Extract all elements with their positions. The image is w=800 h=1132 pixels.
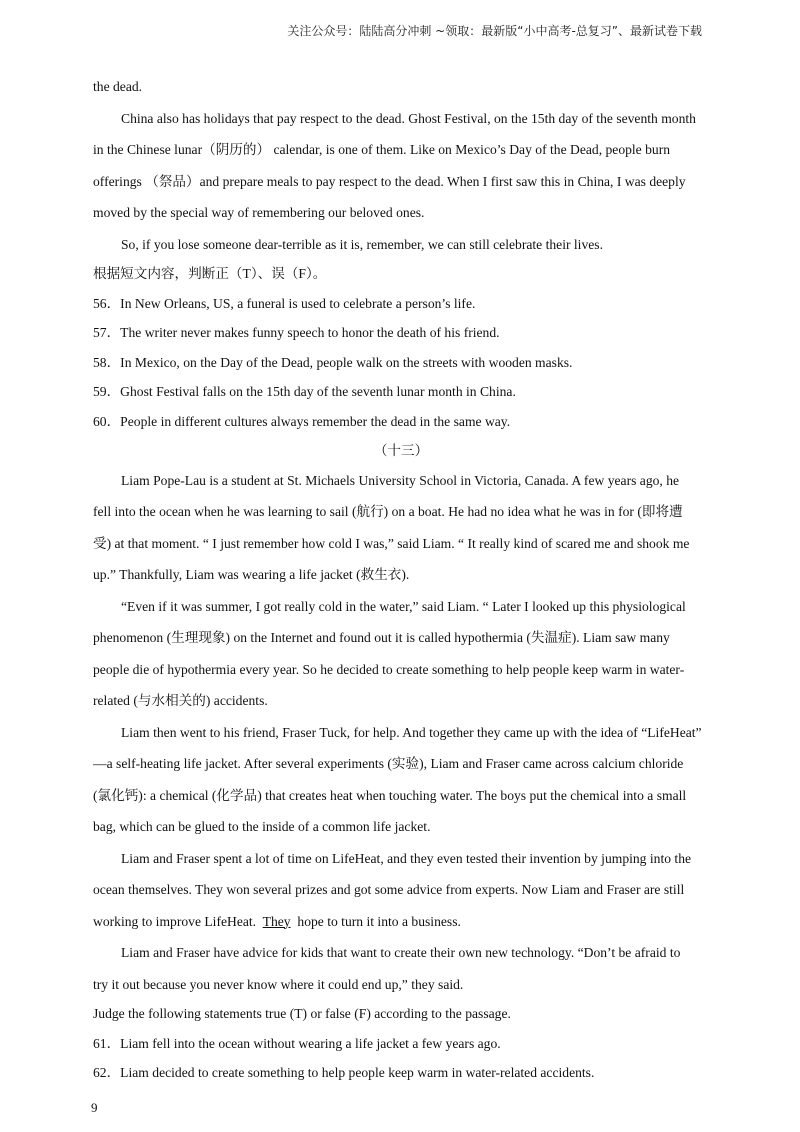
text-line: offerings （祭品）and prepare meals to pay respect to the dead. When I first saw this in China, I was deeply	[93, 173, 686, 189]
question-58: 58．In Mexico, on the Day of the Dead, people walk on the streets with wooden masks.	[93, 354, 573, 370]
text-line: up.” Thankfully, Liam was wearing a life jacket (救生衣).	[93, 567, 410, 582]
page-header: 关注公众号：陆陆高分冲刺 ~领取：最新版“小中高考-总复习”、最新试卷下载	[287, 24, 702, 38]
text-line: “Even if it was summer, I got really cold in the water,” said Liam. “ Later I looked up this physiological	[121, 598, 686, 614]
question-62: 62．Liam decided to create something to help people keep warm in water-related accidents.	[93, 1065, 595, 1080]
section-title: （十三）	[373, 443, 429, 458]
instruction-line: Judge the following statements true (T) or false (F) according to the passage.	[93, 1006, 511, 1021]
page-number: 9	[91, 1100, 98, 1115]
question-56: 56．In New Orleans, US, a funeral is used to celebrate a person’s life.	[93, 295, 476, 311]
question-59: 59．Ghost Festival falls on the 15th day of the seventh lunar month in China.	[93, 384, 516, 399]
text-line: people die of hypothermia every year. So he decided to create something to help people keep warm in water-	[93, 661, 685, 677]
text-line: bag, which can be glued to the inside of a common life jacket.	[93, 819, 431, 834]
text-line: fell into the ocean when he was learning to sail (航行) on a boat. He had no idea what he was in for (即将遭	[93, 504, 683, 519]
text-line: moved by the special way of remembering our beloved ones.	[93, 205, 425, 220]
text-line: 受) at that moment. “ I just remember how cold I was,” said Liam. “ It really kind of scared me and shook me	[93, 535, 690, 551]
text-line: (氯化钙): a chemical (化学品) that creates heat when touching water. The boys put the chemical into a small	[93, 787, 687, 803]
text-segment: working to improve LifeHeat.	[93, 913, 257, 929]
instruction-line: 根据短文内容，判断正（T）、误（F）。	[93, 266, 327, 281]
text-line	[93, 911, 709, 943]
text-line: in the Chinese lunar（阴历的） calendar, is one of them. Like on Mexico’s Day of the Dead, people burn	[93, 142, 671, 157]
text-line: phenomenon (生理现象) on the Internet and found out it is called hypothermia (失温症). Liam saw many	[93, 630, 670, 645]
text-line: ocean themselves. They won several prizes and got some advice from experts. Now Liam and Fraser are still	[93, 882, 685, 897]
underlined-word: They	[262, 913, 291, 929]
text-line: So, if you lose someone dear-terrible as it is, remember, we can still celebrate their lives.	[121, 236, 603, 252]
text-line: Liam and Fraser spent a lot of time on LifeHeat, and they even tested their invention by jumping into the	[121, 850, 692, 866]
question-60: 60．People in different cultures always remember the dead in the same way.	[93, 413, 511, 429]
text-line: Liam and Fraser have advice for kids that want to create their own new technology. “Don’t be afraid to	[121, 945, 681, 960]
question-57: 57．The writer never makes funny speech to honor the death of his friend.	[93, 325, 500, 340]
text-line: the dead.	[93, 79, 143, 94]
document-body	[93, 76, 709, 1092]
text-segment: hope to turn it into a business.	[297, 913, 461, 929]
text-line: China also has holidays that pay respect to the dead. Ghost Festival, on the 15th day of the seventh month	[121, 110, 696, 126]
text-line: —a self-heating life jacket. After several experiments (实验), Liam and Fraser came across calcium chloride	[93, 756, 684, 771]
question-61: 61．Liam fell into the ocean without wearing a life jacket a few years ago.	[93, 1035, 501, 1051]
text-line: Liam then went to his friend, Fraser Tuck, for help. And together they came up with the idea of “LifeHeat”	[121, 724, 702, 740]
text-line: Liam Pope-Lau is a student at St. Michaels University School in Victoria, Canada. A few years ago, he	[121, 472, 680, 488]
text-line: related (与水相关的) accidents.	[93, 693, 268, 708]
text-line: try it out because you never know where it could end up,” they said.	[93, 976, 464, 992]
